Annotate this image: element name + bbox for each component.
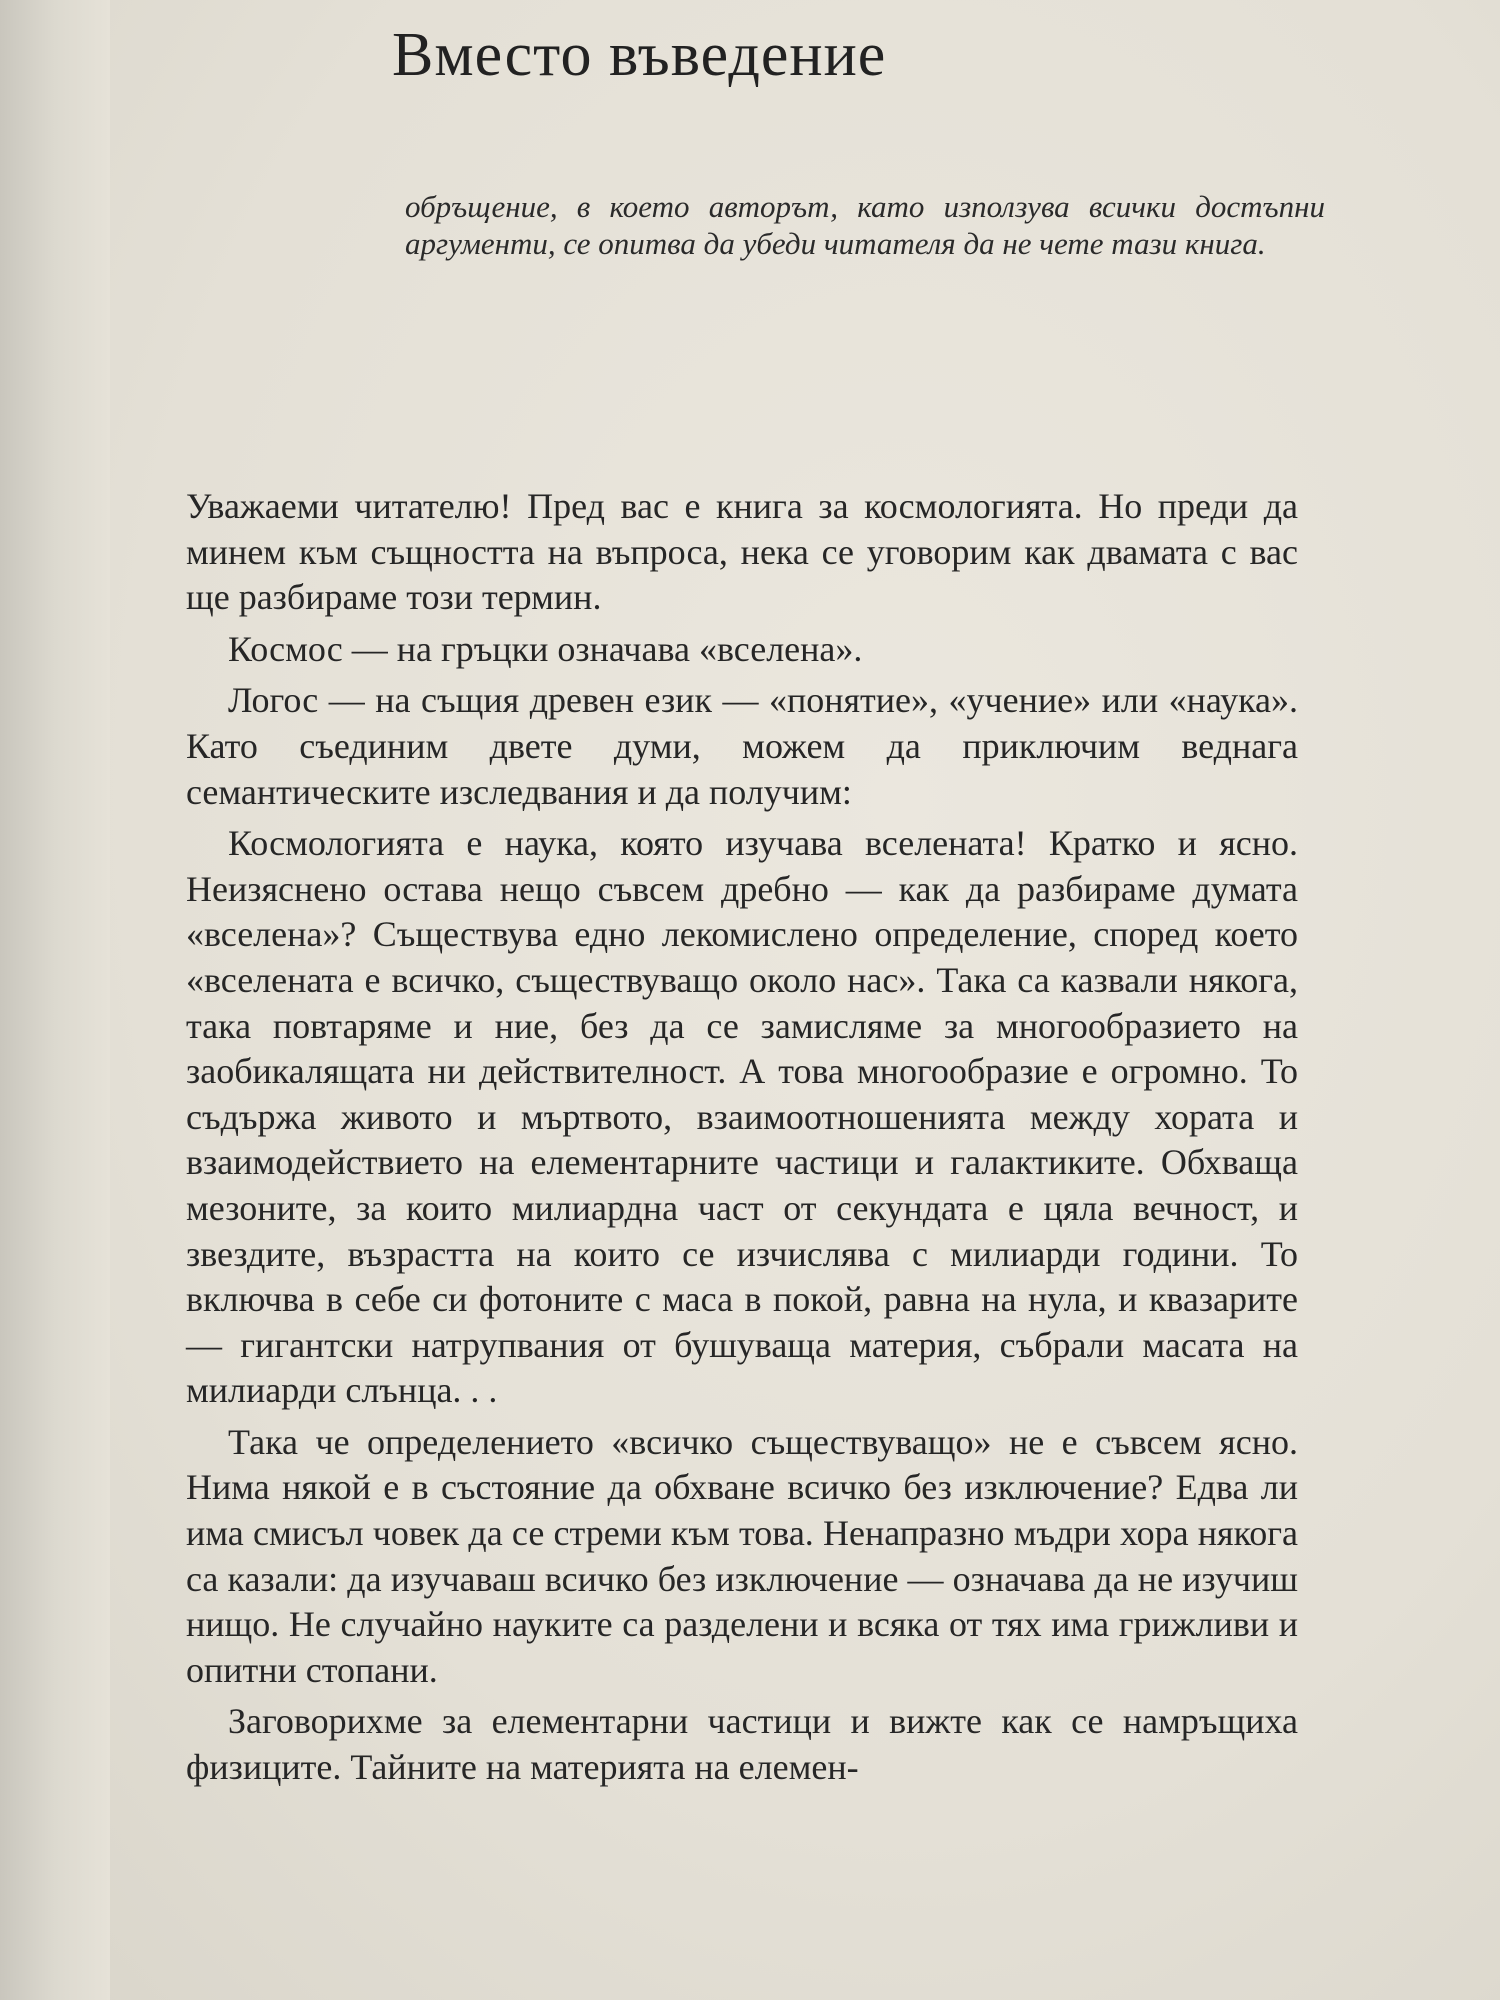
paragraph: Космологията е наука, която изучава вселената! Кратко и ясно. Неизяснено остава нещо съвсем дребно — как да разбираме думата «вселена»? Съществува едно лекомислено определение, според което «вселената е всичко, съществуващо около нас». Така са казвали някога, така повтаряме и ние, без да се замисляме за многообразието на заобикалящата ни действителност. А това многообразие е огромно. То съдържа живото и мъртвото, взаимоотношенията между хората и взаимодействието на елементарните частици и галактиките. Обхваща мезоните, за които милиардна част от секундата е цяла вечност, и звездите, възрастта на които се изчислява с милиарди години. То включва в себе си фотоните с маса в покой, равна на нула, и квазарите — гигантски натрупвания от бушуваща материя, събрали масата на милиарди слънца. . . xyxy=(186,823,1298,1411)
paragraph: Уважаеми читателю! Пред вас е книга за космологията. Но преди да минем към същността на въпроса, нека се уговорим как двамата с вас ще разбираме този термин. xyxy=(186,486,1298,618)
body-text xyxy=(186,484,1298,1791)
chapter-epigraph: обръщение, в което авторът, като използува всички достъпни аргументи, се опитва да убеди читателя да не чете тази книга. xyxy=(405,189,1325,261)
page-gutter-shadow xyxy=(0,0,110,2000)
paragraph: Заговорихме за елементарни частици и вижте как се намръщиха физиците. Тайните на материята на елемен- xyxy=(186,1701,1298,1788)
paragraph: Логос — на същия древен език — «понятие», «учение» или «наука». Като съединим двете думи, можем да приключим веднага семантическите изследвания и да получим: xyxy=(186,680,1298,812)
paragraph: Така че определението «всичко съществуващо» не е съвсем ясно. Нима някой е в състояние да обхване всичко без изключение? Едва ли има смисъл човек да се стреми към това. Ненапразно мъдри хора някога са казали: да изучаваш всичко без изключение — означава да не изучиш нищо. Не случайно науките са разделени и всяка от тях има грижливи и опитни стопани. xyxy=(186,1421,1298,1690)
paragraph: Космос — на гръцки означава «вселена». xyxy=(228,628,863,669)
chapter-title: Вместо въведение xyxy=(392,21,887,89)
